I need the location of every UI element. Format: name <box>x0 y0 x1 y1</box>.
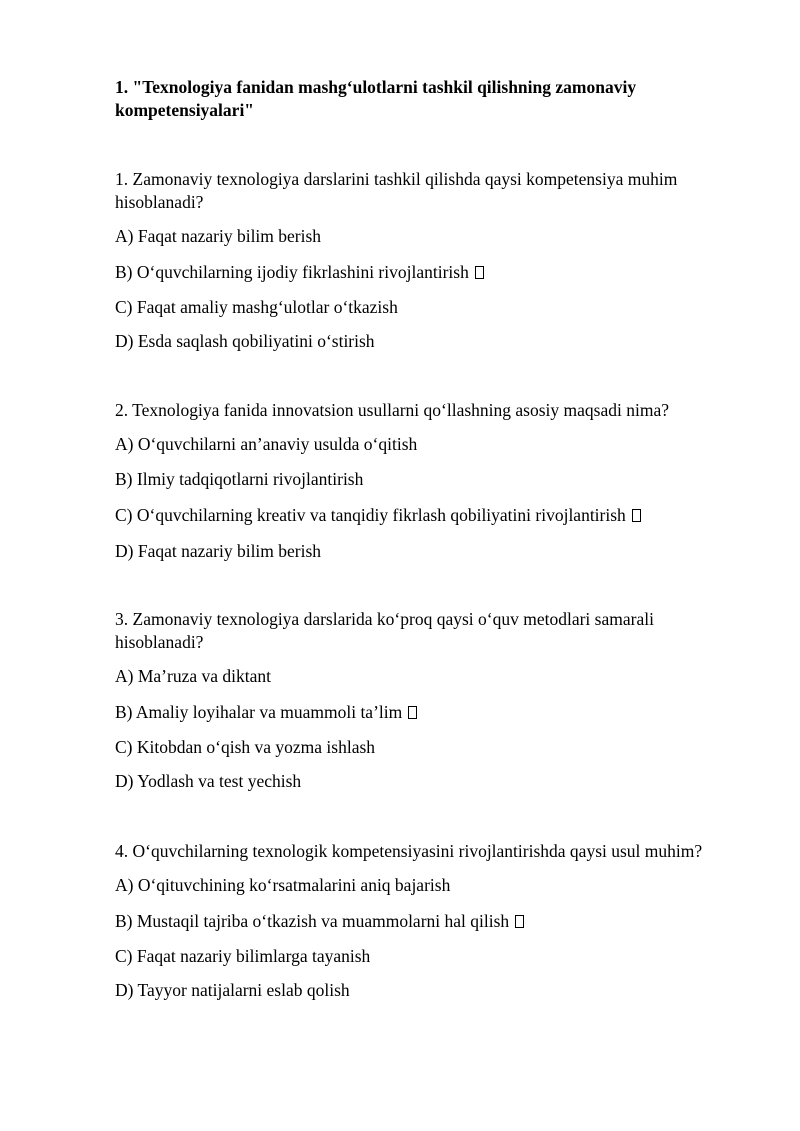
option-label: A) Ma’ruza va diktant <box>115 666 271 686</box>
answer-mark-icon <box>515 915 524 928</box>
option-label: A) Faqat nazariy bilim berish <box>115 226 322 246</box>
question-text: 2. Texnologiya fanida innovatsion usullarni qo‘llashning asosiy maqsadi nima? <box>115 400 669 420</box>
option-label: B) Mustaqil tajriba o‘tkazish va muammolarni hal qilish <box>115 911 510 931</box>
option-b <box>115 701 725 724</box>
option-label: D) Tayyor natijalarni eslab qolish <box>115 980 350 1000</box>
question-2 <box>115 399 725 563</box>
option-d <box>115 330 725 353</box>
option-label: B) Ilmiy tadqiqotlarni rivojlantirish <box>115 469 364 489</box>
question-text: 3. Zamonaviy texnologiya darslarida ko‘proq qaysi o‘quv metodlari samarali hisoblanadi? <box>115 609 654 652</box>
option-label: D) Esda saqlash qobiliyatini o‘stirish <box>115 331 375 351</box>
question-text: 1. Zamonaviy texnologiya darslarini tashkil qilishda qaysi kompetensiya muhim hisoblanadi? <box>115 169 678 212</box>
option-label: C) Kitobdan o‘qish va yozma ishlash <box>115 737 376 757</box>
question-3 <box>115 608 725 793</box>
option-label: B) Amaliy loyihalar va muammoli ta’lim <box>115 702 403 722</box>
document-page <box>115 76 725 1000</box>
document-title: 1. "Texnologiya fanidan mashg‘ulotlarni tashkil qilishning zamonaviy kompetensiyalari" <box>115 77 637 120</box>
option-label: C) O‘quvchilarning kreativ va tanqidiy fikrlash qobiliyatini rivojlantirish <box>115 505 626 525</box>
answer-mark-icon <box>408 706 417 719</box>
option-label: B) O‘quvchilarning ijodiy fikrlashini rivojlantirish <box>115 262 469 282</box>
option-b <box>115 261 725 284</box>
option-a <box>115 874 725 897</box>
question-text: 4. O‘quvchilarning texnologik kompetensiyasini rivojlantirishda qaysi usul muhim? <box>115 841 703 861</box>
option-c <box>115 736 725 759</box>
answer-mark-icon <box>632 509 641 522</box>
option-a <box>115 225 725 248</box>
option-label: D) Faqat nazariy bilim berish <box>115 541 322 561</box>
option-label: A) O‘quvchilarni an’anaviy usulda o‘qitish <box>115 434 418 454</box>
option-label: C) Faqat amaliy mashg‘ulotlar o‘tkazish <box>115 297 398 317</box>
question-1 <box>115 168 725 353</box>
answer-mark-icon <box>475 266 484 279</box>
option-d <box>115 770 725 793</box>
option-label: D) Yodlash va test yechish <box>115 771 302 791</box>
option-c <box>115 296 725 319</box>
option-d <box>115 540 725 563</box>
option-a <box>115 665 725 688</box>
option-d <box>115 979 725 1002</box>
option-b <box>115 468 725 491</box>
option-c <box>115 945 725 968</box>
option-label: C) Faqat nazariy bilimlarga tayanish <box>115 946 371 966</box>
option-c <box>115 504 725 527</box>
option-label: A) O‘qituvchining ko‘rsatmalarini aniq bajarish <box>115 875 451 895</box>
option-a <box>115 433 725 456</box>
question-4 <box>115 840 725 1002</box>
option-b <box>115 910 725 933</box>
